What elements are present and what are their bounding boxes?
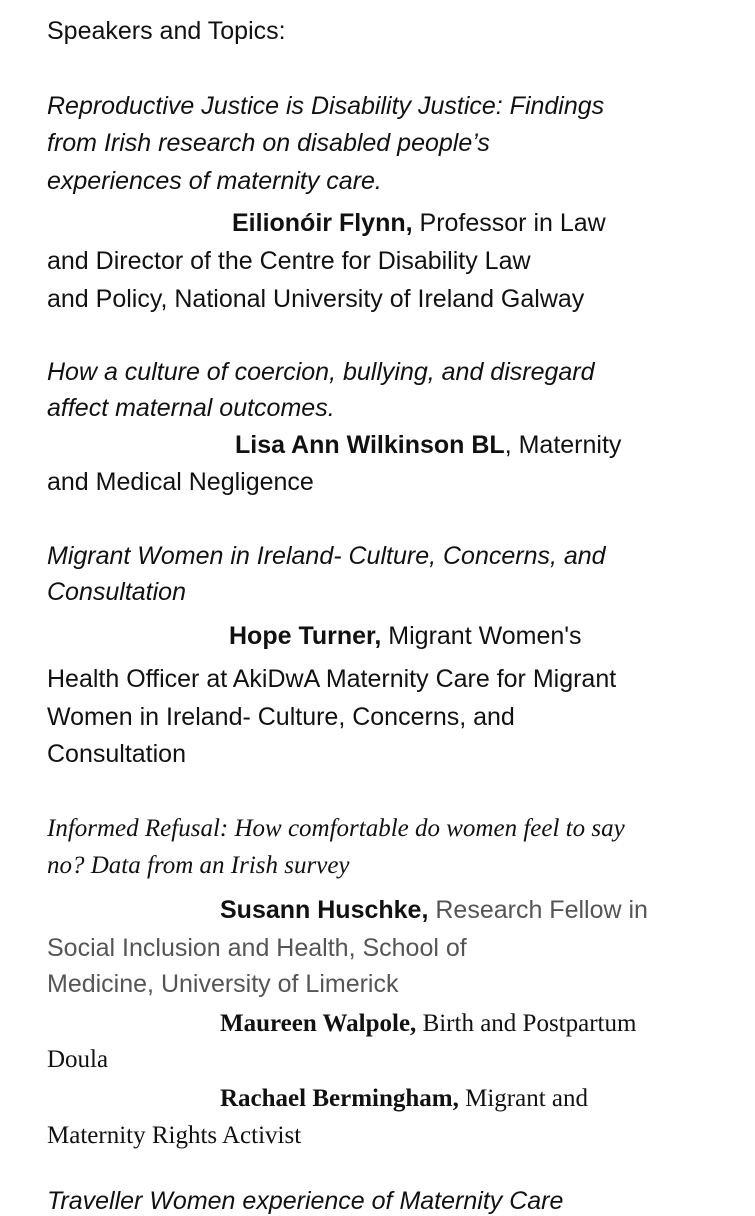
talk2-title-line-1: How a culture of coercion, bullying, and disregard [47, 358, 595, 386]
talk3-role-line-2: Women in Ireland- Culture, Concerns, and [47, 703, 515, 731]
talk3-role-line-3: Consultation [47, 740, 186, 768]
talk4-speaker1-role-line-1: Social Inclusion and Health, School of [47, 934, 467, 962]
talk4-speaker3-role-first: Migrant and [465, 1085, 589, 1112]
talk2-speaker-role-first: , Maternity [504, 431, 622, 459]
talk4-speaker1-role-line-2: Medicine, University of Limerick [47, 970, 399, 998]
talk4-speaker3-role-line-1: Maternity Rights Activist [47, 1122, 302, 1149]
cut-off-next-title: Traveller Women experience of Maternity Care [47, 1187, 564, 1215]
talk1-role-line-2: and Policy, National University of Ireland Galway [47, 285, 585, 313]
talk3-speaker-name: Hope Turner, [229, 622, 382, 650]
page-heading: Speakers and Topics: [47, 17, 286, 45]
talk4-speaker2-role-first: Birth and Postpartum [422, 1010, 637, 1037]
talk2-title-line-2: affect maternal outcomes. [47, 394, 335, 422]
talk2-speaker-line [235, 430, 621, 460]
talk3-role-line-1: Health Officer at AkiDwA Maternity Care for Migrant [47, 665, 617, 693]
talk2-role-line-1: and Medical Negligence [47, 468, 314, 496]
talk1-title-line-1: Reproductive Justice is Disability Justice: Findings [47, 92, 605, 120]
talk3-title-line-1: Migrant Women in Ireland- Culture, Concerns, and [47, 542, 606, 570]
talk4-speaker1-line [220, 895, 648, 925]
talk3-speaker-role-first: Migrant Women's [388, 622, 582, 650]
talk4-speaker3-name: Rachael Bermingham, [220, 1085, 459, 1112]
talk4-speaker1-name: Susann Huschke, [220, 896, 429, 924]
talk1-title-line-3: experiences of maternity care. [47, 167, 382, 195]
talk1-speaker-line [232, 208, 606, 238]
talk1-speaker-name: Eilionóir Flynn, [232, 209, 413, 237]
talk4-title-line-1: Informed Refusal: How comfortable do women feel to say [47, 815, 625, 842]
talk3-title-line-2: Consultation [47, 578, 186, 606]
talk3-speaker-line [229, 621, 582, 651]
talk4-speaker2-line [220, 1009, 636, 1039]
talk4-speaker2-name: Maureen Walpole, [220, 1010, 417, 1037]
talk1-title-line-2: from Irish research on disabled people’s [47, 129, 490, 157]
talk4-speaker1-role-first: Research Fellow in [435, 896, 648, 924]
talk2-speaker-name: Lisa Ann Wilkinson BL [235, 431, 505, 459]
talk4-title-line-2: no? Data from an Irish survey [47, 852, 350, 879]
talk1-role-line-1: and Director of the Centre for Disability Law [47, 247, 531, 275]
talk4-speaker3-line [220, 1084, 588, 1114]
talk1-speaker-role-first: Professor in Law [419, 209, 606, 237]
talk4-speaker2-role-line-1: Doula [47, 1046, 109, 1073]
